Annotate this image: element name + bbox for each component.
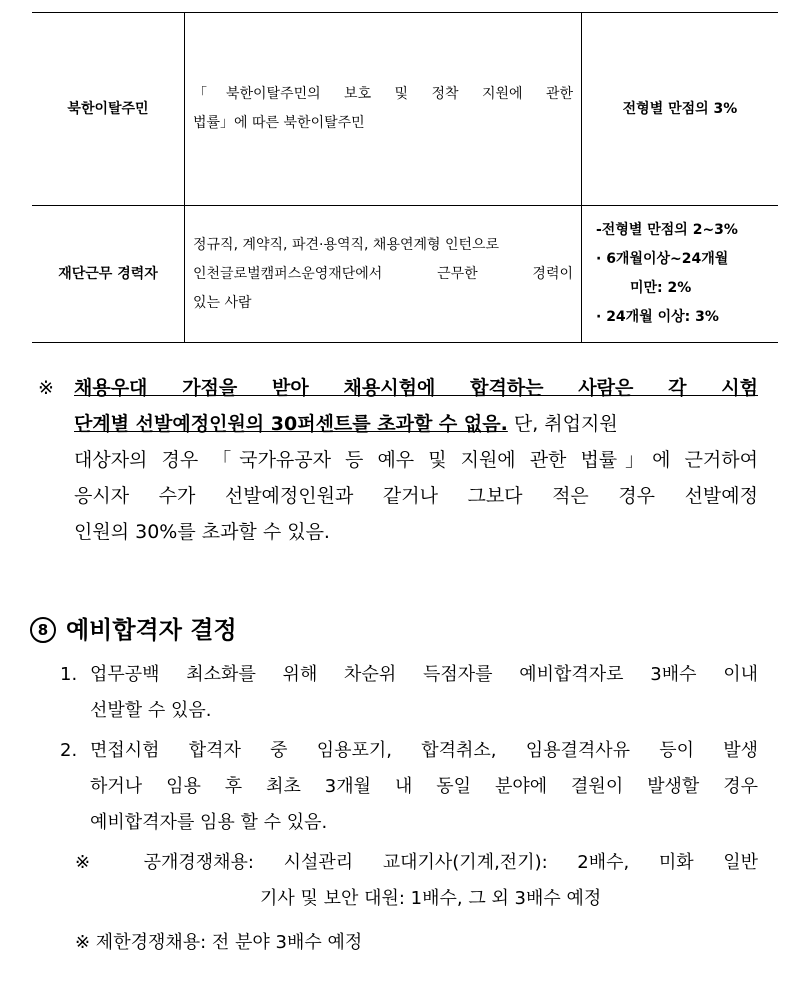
item-text: 면접시험 합격자 중 임용포기, 합격취소, 임용결격사유 등이 발생 bbox=[90, 740, 758, 761]
section-number: 8 bbox=[30, 617, 56, 643]
points-line: · 24개월 이상: 3% bbox=[596, 309, 719, 325]
item-text: 하거나 임용 후 최초 3개월 내 동일 분야에 결원이 발생할 경우 bbox=[90, 776, 758, 797]
reference-mark: ※ bbox=[38, 377, 54, 399]
note-text: 응시자 수가 선발예정인원과 같거나 그보다 적은 경우 선발예정 bbox=[74, 485, 758, 507]
note-text: 단, 취업지원 bbox=[507, 413, 618, 435]
description-cell bbox=[185, 206, 582, 343]
item-text: 선발할 수 있음. bbox=[90, 700, 212, 721]
limited-recruitment-note: ※ 제한경쟁채용: 전 분야 3배수 예정 bbox=[75, 932, 363, 953]
description-cell bbox=[185, 13, 582, 206]
table-row bbox=[32, 13, 778, 206]
open-recruitment-note bbox=[75, 845, 758, 917]
description-line: 인천글로벌캠퍼스운영재단에서 근무한 경력이 bbox=[193, 265, 573, 282]
quota-note bbox=[38, 370, 758, 550]
note-text: 대상자의 경우 「국가유공자 등 예우 및 지원에 관한 법률」에 근거하여 bbox=[74, 449, 758, 471]
note-bold-text: 단계별 선발예정인원의 30퍼센트를 초과할 수 없음. bbox=[74, 413, 508, 435]
list-item bbox=[60, 733, 758, 841]
item-number: 1. bbox=[60, 664, 78, 685]
points-cell bbox=[582, 206, 779, 343]
reserve-list bbox=[60, 657, 758, 841]
description-line: 있는 사람 bbox=[193, 294, 252, 311]
note-text: 인원의 30%를 초과할 수 있음. bbox=[74, 521, 330, 543]
points-cell: 전형별 만점의 3% bbox=[582, 13, 779, 206]
category-cell: 재단근무 경력자 bbox=[32, 206, 185, 343]
preference-table bbox=[32, 12, 778, 343]
note-bold-text: 채용우대 가점을 받아 채용시험에 합격하는 사람은 각 시험 bbox=[74, 377, 758, 399]
description-line: 「북한이탈주민의 보호 및 정착 지원에 관한 bbox=[193, 86, 573, 102]
points-line: · 6개월이상~24개월 bbox=[596, 251, 729, 267]
subnote-text: ※ 공개경쟁채용: 시설관리 교대기사(기계,전기): 2배수, 미화 일반 bbox=[75, 852, 758, 873]
table-row bbox=[32, 206, 778, 343]
item-number: 2. bbox=[60, 740, 78, 761]
description-line: 법률」에 따른 북한이탈주민 bbox=[193, 115, 365, 131]
category-cell: 북한이탈주민 bbox=[32, 13, 185, 206]
points-line: 미만: 2% bbox=[630, 280, 692, 296]
list-item bbox=[60, 657, 758, 729]
item-text: 업무공백 최소화를 위해 차순위 득점자를 예비합격자로 3배수 이내 bbox=[90, 664, 758, 685]
section-title: 예비합격자 결정 bbox=[66, 616, 237, 644]
section-heading bbox=[30, 612, 237, 648]
subnote-text: 기사 및 보안 대원: 1배수, 그 외 3배수 예정 bbox=[260, 888, 602, 909]
item-text: 예비합격자를 임용 할 수 있음. bbox=[90, 812, 328, 833]
description-line: 정규직, 계약직, 파견·용역직, 채용연계형 인턴으로 bbox=[193, 236, 500, 253]
points-line: -전형별 만점의 2~3% bbox=[596, 222, 738, 238]
